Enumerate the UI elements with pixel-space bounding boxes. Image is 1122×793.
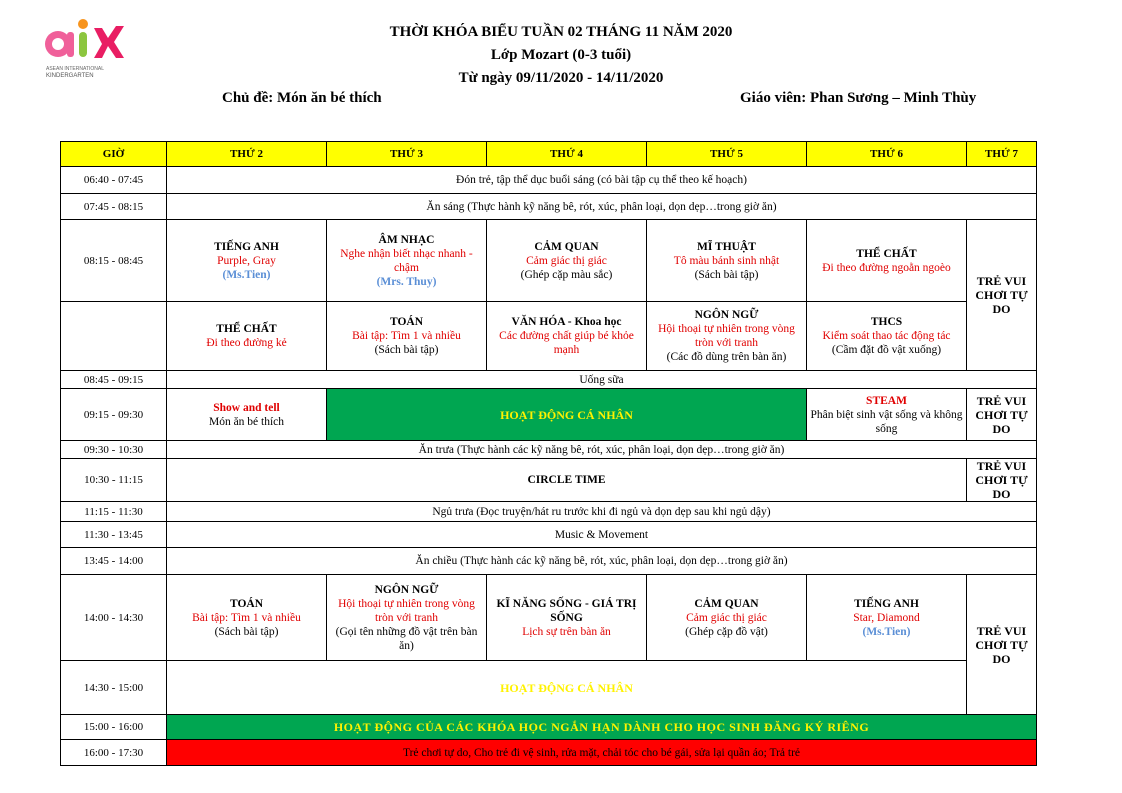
lesson-cell: TIẾNG ANH Purple, Gray (Ms.Tien) bbox=[167, 220, 327, 302]
lesson-cell: TIẾNG ANH Star, Diamond (Ms.Tien) bbox=[807, 575, 967, 661]
activity-cell: Ngủ trưa (Đọc truyện/hát ru trước khi đi ngủ và dọn dẹp sau khi ngủ dậy) bbox=[167, 502, 1037, 522]
col-fri: THỨ 6 bbox=[807, 142, 967, 167]
table-row bbox=[61, 302, 1037, 371]
time-cell: 08:45 - 09:15 bbox=[61, 371, 167, 389]
time-cell: 14:30 - 15:00 bbox=[61, 661, 167, 715]
col-mon: THỨ 2 bbox=[167, 142, 327, 167]
table-row bbox=[61, 715, 1037, 740]
pickup-cell: Trẻ chơi tự do, Cho trẻ đi vệ sinh, rửa mặt, chải tóc cho bé gái, sửa lại quần áo; Trả trẻ bbox=[167, 740, 1037, 766]
lesson-cell: ÂM NHẠC Nghe nhận biết nhạc nhanh - chậm (Mrs. Thuy) bbox=[327, 220, 487, 302]
time-cell: 06:40 - 07:45 bbox=[61, 167, 167, 194]
time-cell: 10:30 - 11:15 bbox=[61, 459, 167, 502]
time-cell: 13:45 - 14:00 bbox=[61, 548, 167, 575]
svg-text:ASEAN INTERNATIONAL: ASEAN INTERNATIONAL bbox=[46, 66, 104, 72]
lesson-cell: NGÔN NGỮ Hội thoại tự nhiên trong vòng tròn với tranh (Gọi tên những đồ vật trên bàn ăn) bbox=[327, 575, 487, 661]
table-row bbox=[61, 740, 1037, 766]
lesson-cell: CẢM QUAN Cảm giác thị giác (Ghép cặp đồ vật) bbox=[647, 575, 807, 661]
free-play-cell: TRẺ VUI CHƠI TỰ DO bbox=[967, 389, 1037, 441]
lesson-cell: Show and tell Món ăn bé thích bbox=[167, 389, 327, 441]
time-cell: 14:00 - 14:30 bbox=[61, 575, 167, 661]
table-row bbox=[61, 389, 1037, 441]
lesson-cell: VĂN HÓA - Khoa học Các đường chất giúp bé khỏe mạnh bbox=[487, 302, 647, 371]
activity-cell: Ăn sáng (Thực hành kỹ năng bê, rót, xúc, phân loại, dọn dẹp…trong giờ ăn) bbox=[167, 194, 1037, 220]
time-cell: 11:15 - 11:30 bbox=[61, 502, 167, 522]
lesson-cell: MĨ THUẬT Tô màu bánh sinh nhật (Sách bài tập) bbox=[647, 220, 807, 302]
individual-activity-cell: HOẠT ĐỘNG CÁ NHÂN bbox=[327, 389, 807, 441]
time-cell: 09:15 - 09:30 bbox=[61, 389, 167, 441]
lesson-cell: KĨ NĂNG SỐNG - GIÁ TRỊ SỐNG Lịch sự trên bàn ăn bbox=[487, 575, 647, 661]
activity-cell: Music & Movement bbox=[167, 522, 1037, 548]
time-cell: 08:15 - 08:45 bbox=[61, 220, 167, 302]
table-row bbox=[61, 371, 1037, 389]
lesson-cell: TOÁN Bài tập: Tìm 1 và nhiều (Sách bài tập) bbox=[167, 575, 327, 661]
short-course-cell: HOẠT ĐỘNG CỦA CÁC KHÓA HỌC NGẮN HẠN DÀNH CHO HỌC SINH ĐĂNG KÝ RIÊNG bbox=[167, 715, 1037, 740]
table-row bbox=[61, 167, 1037, 194]
time-cell: 07:45 - 08:15 bbox=[61, 194, 167, 220]
circle-time-cell: CIRCLE TIME bbox=[167, 459, 967, 502]
col-tue: THỨ 3 bbox=[327, 142, 487, 167]
lesson-cell: STEAM Phân biệt sinh vật sống và không sống bbox=[807, 389, 967, 441]
activity-cell: Ăn chiều (Thực hành các kỹ năng bê, rót, xúc, phân loại, dọn dẹp…trong giờ ăn) bbox=[167, 548, 1037, 575]
lesson-cell: THCS Kiểm soát thao tác động tác (Cầm đặt đồ vật xuống) bbox=[807, 302, 967, 371]
activity-cell: Đón trẻ, tập thể dục buổi sáng (có bài tập cụ thể theo kế hoạch) bbox=[167, 167, 1037, 194]
schedule-title: THỜI KHÓA BIỂU TUẦN 02 THÁNG 11 NĂM 2020 bbox=[389, 24, 733, 40]
free-play-cell: TRẺ VUI CHƠI TỰ DO bbox=[967, 459, 1037, 502]
table-row bbox=[61, 441, 1037, 459]
lesson-cell: THỂ CHẤT Đi theo đường ngoằn ngoèo bbox=[807, 220, 967, 302]
lesson-cell: THỂ CHẤT Đi theo đường kẻ bbox=[167, 302, 327, 371]
col-time: GIỜ bbox=[61, 142, 167, 167]
date-range: Từ ngày 09/11/2020 - 14/11/2020 bbox=[458, 70, 664, 86]
header-row bbox=[61, 142, 1037, 167]
teacher-label: Giáo viên: Phan Sương – Minh Thùy bbox=[740, 90, 977, 106]
table-row bbox=[61, 575, 1037, 661]
table-row bbox=[61, 661, 1037, 715]
time-cell: 16:00 - 17:30 bbox=[61, 740, 167, 766]
free-play-cell: TRẺ VUI CHƠI TỰ DO bbox=[967, 220, 1037, 371]
activity-cell: Ăn trưa (Thực hành các kỹ năng bê, rót, xúc, phân loại, dọn dẹp…trong giờ ăn) bbox=[167, 441, 1037, 459]
time-cell bbox=[61, 302, 167, 371]
table-row bbox=[61, 548, 1037, 575]
table-row bbox=[61, 502, 1037, 522]
table-row bbox=[61, 194, 1037, 220]
individual-activity-cell: HOẠT ĐỘNG CÁ NHÂN bbox=[167, 661, 967, 715]
col-wed: THỨ 4 bbox=[487, 142, 647, 167]
lesson-cell: CẢM QUAN Cảm giác thị giác (Ghép cặp màu sắc) bbox=[487, 220, 647, 302]
class-name: Lớp Mozart (0-3 tuổi) bbox=[490, 47, 632, 63]
table-row bbox=[61, 522, 1037, 548]
col-sat: THỨ 7 bbox=[967, 142, 1037, 167]
svg-text:KINDERGARTEN: KINDERGARTEN bbox=[46, 73, 94, 79]
col-thu: THỨ 5 bbox=[647, 142, 807, 167]
time-cell: 09:30 - 10:30 bbox=[61, 441, 167, 459]
timetable bbox=[60, 141, 1037, 766]
time-cell: 15:00 - 16:00 bbox=[61, 715, 167, 740]
lesson-cell: TOÁN Bài tập: Tìm 1 và nhiều (Sách bài tập) bbox=[327, 302, 487, 371]
free-play-cell: TRẺ VUI CHƠI TỰ DO bbox=[967, 575, 1037, 715]
table-row bbox=[61, 220, 1037, 302]
activity-cell: Uống sữa bbox=[167, 371, 1037, 389]
time-cell: 11:30 - 13:45 bbox=[61, 522, 167, 548]
table-row bbox=[61, 459, 1037, 502]
theme-label: Chủ đề: Món ăn bé thích bbox=[222, 90, 382, 106]
lesson-cell: NGÔN NGỮ Hội thoại tự nhiên trong vòng tròn với tranh (Các đồ dùng trên bàn ăn) bbox=[647, 302, 807, 371]
